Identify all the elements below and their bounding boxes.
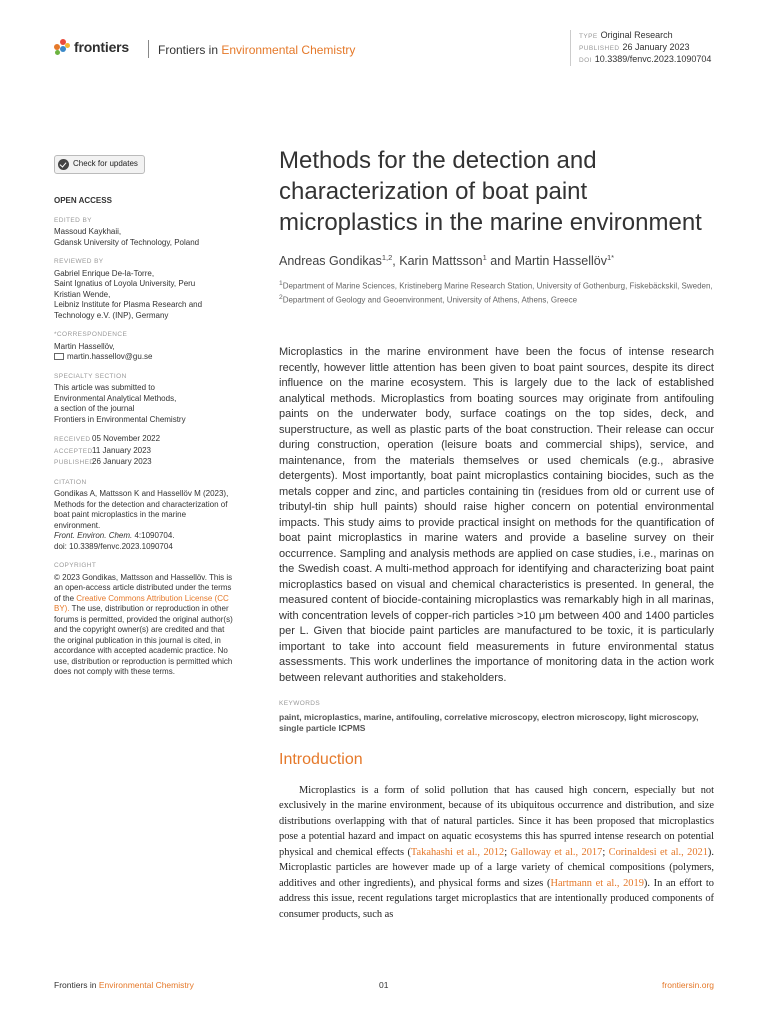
edited-by-label: EDITED BY bbox=[54, 216, 92, 224]
article-main bbox=[279, 145, 714, 922]
specialty-line: a section of the journal bbox=[54, 404, 135, 413]
citation-journal: Front. Environ. Chem. bbox=[54, 531, 133, 540]
accepted-date: 11 January 2023 bbox=[92, 445, 152, 455]
article-sidebar bbox=[54, 155, 234, 678]
citation-link[interactable]: Corinaldesi et al., 2021 bbox=[608, 846, 708, 858]
intro-text-part: Microplastics is a form of solid pollution that has caused high concern, especially but not exclusively in the marine environment, because of its ubiquitous occurrence and distribution, and size distributions overlapping with that of natural particles. Since it has been proposed that microplastics pose a potential hazard and impact on aquatic ecosystems this has spurred intense research on potential physical and chemical effects ( bbox=[279, 784, 714, 858]
citation-link[interactable]: Galloway et al., 2017 bbox=[510, 846, 603, 858]
affiliations bbox=[279, 278, 714, 305]
received-date: 05 November 2022 bbox=[92, 434, 161, 443]
journal-name: Environmental Chemistry bbox=[221, 43, 356, 57]
citation-section bbox=[54, 478, 234, 553]
author-name[interactable]: Andreas Gondikas bbox=[279, 254, 382, 269]
intro-text-part: ). In an effort to address this issue, recent regulations target microplastics that are intentionally produced components of consumer products, such as bbox=[279, 877, 714, 920]
intro-text-part: ). Microplastic particles are however made up of a large variety of chemical compositions (polymers, additives and other ingredients), and physical forms and sizes ( bbox=[279, 846, 714, 889]
editor-line: Gdansk University of Technology, Poland bbox=[54, 237, 200, 247]
published-date: 26 January 2023 bbox=[622, 42, 690, 52]
introduction-paragraph bbox=[279, 783, 714, 923]
author-affil-sup: 1,2 bbox=[381, 253, 393, 262]
doi-link[interactable]: 10.3389/fenvc.2023.1090704 bbox=[594, 54, 712, 64]
published-date: 26 January 2023 bbox=[92, 457, 152, 466]
doi-label: DOI bbox=[579, 57, 592, 64]
author-affil-sup: 1* bbox=[606, 253, 615, 262]
page-number: 01 bbox=[379, 980, 389, 990]
footer-journal[interactable] bbox=[54, 980, 194, 990]
author-name[interactable]: Martin Hassellöv bbox=[514, 254, 607, 269]
copyright-post: The use, distribution or reproduction in other forums is permitted, provided the original author(s) and the copyright owner(s) are credited and that the original publication in this journal is cited, in accordance with accepted academic practice. No use, distribution or reproduction is permitted which does not comply with these terms. bbox=[54, 604, 233, 676]
frontiers-logo[interactable] bbox=[54, 39, 129, 55]
citation-link[interactable]: Takahashi et al., 2012 bbox=[410, 846, 505, 858]
copyright-pre: © 2023 Gondikas, Mattsson and Hassellöv. This is an open-access article distributed under the terms of the bbox=[54, 572, 233, 603]
journal-title[interactable] bbox=[158, 43, 355, 57]
specialty-line: Environmental Analytical Methods, bbox=[54, 393, 177, 403]
affil-sup: 1 bbox=[279, 280, 283, 288]
license-link[interactable]: Creative Commons Attribution License (CC BY). bbox=[54, 593, 229, 613]
check-for-updates-button[interactable] bbox=[54, 155, 145, 174]
type-label: TYPE bbox=[579, 33, 598, 40]
author-list bbox=[279, 253, 714, 268]
copyright-section bbox=[54, 561, 234, 678]
citation-volume: 4:1090704. bbox=[134, 531, 175, 540]
published-label: PUBLISHED bbox=[54, 459, 95, 466]
specialty-line: Frontiers in Environmental Chemistry bbox=[54, 414, 186, 424]
journal-prefix: Frontiers in bbox=[158, 43, 222, 57]
reviewed-by-label: REVIEWED BY bbox=[54, 258, 104, 265]
keywords-label: KEYWORDS bbox=[279, 700, 321, 708]
reviewed-by-section bbox=[54, 257, 234, 321]
accepted-label: ACCEPTED bbox=[54, 447, 93, 455]
check-for-updates-label: Check for updates bbox=[73, 159, 138, 169]
abstract: Microplastics in the marine environment have been the focus of intense research recently, however little attention has been given to boat paint sources, despite its direct influence on the marine ecosystem. This is largely due to the lack of established analytical methods. Microplastics from boating sources may originate from antifouling paints on the underwater body, surface coatings on the top sides, deck, and superstructure, as well as plastic parts of the boat construction. Their release can occur during construction, operation (leisure boats and commercial ships), service, and maintenance, from the materials themselves or used chemicals (e.g., abrasive detergents). Most importantly, boat paint microplastics containing biocides, such as the metals copper and zinc, and particles containing tin (residues from old or current use of tributyl-tin ship hull paints) should raise higher concern on potential environmental impacts. This study aims to provide practical insight on methods for the quantification of boat paint microplastics in marine waters and provide a baseline survey on their occurrence. Sampling and analysis methods are applied on case studies, i.e., marinas on the Swedish coast. A multi-method approach for identifying and characterizing boat paint microplastics based on visual and chemical characteristics is presented. In general, the measured content of biocide-containing microplastics was remarkably high in all marinas, with concentration levels of copper-rich particles >10 μm between 400 and 1400 particles per L. Given that biocide paint particles are manufactured to be toxic, it is particularly important to take into account field measurements in future environmental status assessments. This work underlines the importance of monitoring data in the action work between relevant authorities and stakeholders. bbox=[279, 346, 714, 684]
citation-link[interactable]: Hartmann et al., 2019 bbox=[550, 877, 644, 889]
author-separator: , bbox=[392, 254, 400, 269]
citation-doi[interactable]: doi: 10.3389/fenvc.2023.1090704 bbox=[54, 541, 173, 551]
citation-label: CITATION bbox=[54, 478, 87, 486]
check-updates-icon bbox=[58, 159, 69, 170]
correspondence-name: Martin Hassellöv, bbox=[54, 341, 115, 351]
article-meta bbox=[570, 30, 711, 66]
page-header bbox=[0, 0, 768, 70]
copyright-label: COPYRIGHT bbox=[54, 562, 97, 569]
reviewer-line: Leibniz Institute for Plasma Research and bbox=[54, 300, 203, 309]
logo-text: frontiers bbox=[74, 39, 129, 55]
author-name[interactable]: Karin Mattsson bbox=[399, 254, 483, 269]
footer-journal-name: Environmental Chemistry bbox=[98, 980, 194, 990]
reviewer-line: Saint Ignatius of Loyola University, Peru bbox=[54, 279, 196, 288]
open-access-label: OPEN ACCESS bbox=[54, 196, 112, 205]
correspondence-label: *CORRESPONDENCE bbox=[54, 331, 128, 338]
correspondence-email[interactable]: martin.hassellov@gu.se bbox=[67, 352, 153, 361]
article-title: Methods for the detection and characterization of boat paint microplastics in the marine environment bbox=[279, 147, 702, 236]
reviewer-line: Gabriel Enrique De-la-Torre, bbox=[54, 268, 155, 278]
header-divider bbox=[148, 40, 149, 58]
mail-icon bbox=[54, 353, 64, 360]
edited-by-section bbox=[54, 216, 234, 249]
frontiers-logo-icon bbox=[54, 39, 70, 55]
footer-journal-prefix: Frontiers in bbox=[54, 980, 99, 990]
affiliation-2: Department of Geology and Geoenvironment, University of Athens, Athens, Greece bbox=[282, 295, 578, 305]
reviewer-line: Kristian Wende, bbox=[54, 289, 111, 299]
affil-sup: 2 bbox=[279, 293, 283, 301]
affiliation-1: Department of Marine Sciences, Kristineberg Marine Research Station, University of Gothenburg, Fiskebäckskil, Sweden, bbox=[282, 281, 713, 291]
section-heading-introduction: Introduction bbox=[279, 751, 363, 769]
reviewer-line: Technology e.V. (INP), Germany bbox=[54, 310, 169, 320]
keywords: paint, microplastics, marine, antifouling, correlative microscopy, electron microscopy, light microscopy, single particle ICPMS bbox=[279, 712, 699, 734]
author-affil-sup: 1 bbox=[482, 253, 487, 262]
specialty-section bbox=[54, 372, 234, 426]
copyright-text bbox=[54, 573, 234, 678]
published-label: PUBLISHED bbox=[579, 45, 620, 52]
intro-text-part: ; bbox=[602, 846, 609, 858]
author-separator: and bbox=[486, 254, 515, 269]
received-label: RECEIVED bbox=[54, 436, 91, 443]
correspondence-section bbox=[54, 330, 234, 363]
article-type: Original Research bbox=[600, 30, 673, 40]
editor-line: Massoud Kaykhaii, bbox=[54, 227, 122, 236]
citation-text: Gondikas A, Mattsson K and Hassellöv M (2023), Methods for the detection and characterization of boat paint microplastics in the marine environment. bbox=[54, 489, 229, 530]
intro-text-part: ; bbox=[504, 846, 511, 858]
dates-section bbox=[54, 434, 234, 469]
specialty-line: This article was submitted to bbox=[54, 383, 155, 392]
specialty-label: SPECIALTY SECTION bbox=[54, 372, 127, 380]
site-link[interactable]: frontiersin.org bbox=[662, 980, 714, 990]
